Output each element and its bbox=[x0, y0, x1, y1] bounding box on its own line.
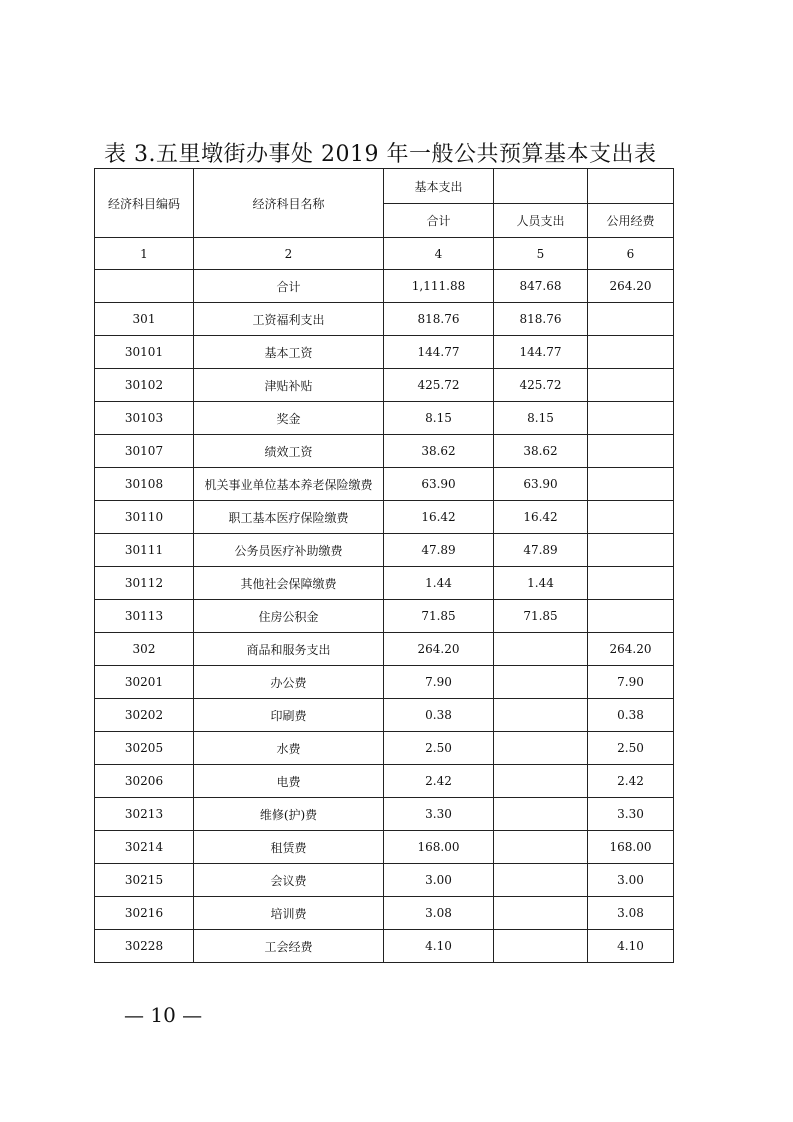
cell-total: 3.30 bbox=[384, 798, 494, 831]
cell-total: 144.77 bbox=[384, 336, 494, 369]
cell-public bbox=[588, 336, 674, 369]
header-basic: 基本支出 bbox=[384, 169, 494, 204]
header-row-1 bbox=[95, 169, 674, 204]
cell-total: 168.00 bbox=[384, 831, 494, 864]
cell-personnel: 144.77 bbox=[494, 336, 588, 369]
cell-code: 30107 bbox=[95, 435, 194, 468]
cell-public bbox=[588, 369, 674, 402]
cell-public bbox=[588, 501, 674, 534]
index-cell: 2 bbox=[194, 238, 384, 270]
table-row bbox=[95, 633, 674, 666]
cell-total: 71.85 bbox=[384, 600, 494, 633]
cell-personnel: 847.68 bbox=[494, 270, 588, 303]
cell-public: 4.10 bbox=[588, 930, 674, 963]
cell-personnel: 818.76 bbox=[494, 303, 588, 336]
cell-name: 津贴补贴 bbox=[194, 369, 384, 402]
table-row bbox=[95, 765, 674, 798]
cell-code: 30112 bbox=[95, 567, 194, 600]
cell-personnel bbox=[494, 699, 588, 732]
table-row bbox=[95, 501, 674, 534]
cell-personnel: 63.90 bbox=[494, 468, 588, 501]
cell-personnel bbox=[494, 732, 588, 765]
cell-total: 1.44 bbox=[384, 567, 494, 600]
header-blank-1 bbox=[494, 169, 588, 204]
table-row bbox=[95, 468, 674, 501]
table-row bbox=[95, 831, 674, 864]
table-row bbox=[95, 435, 674, 468]
cell-code: 30102 bbox=[95, 369, 194, 402]
cell-public: 264.20 bbox=[588, 633, 674, 666]
cell-code: 30215 bbox=[95, 864, 194, 897]
table-row bbox=[95, 798, 674, 831]
header-personnel: 人员支出 bbox=[494, 204, 588, 238]
table-body bbox=[95, 169, 674, 963]
cell-public: 0.38 bbox=[588, 699, 674, 732]
cell-total: 2.50 bbox=[384, 732, 494, 765]
index-cell: 6 bbox=[588, 238, 674, 270]
page-number: — 10 — bbox=[124, 1003, 203, 1027]
cell-personnel bbox=[494, 864, 588, 897]
cell-public: 3.00 bbox=[588, 864, 674, 897]
table-row bbox=[95, 534, 674, 567]
cell-personnel bbox=[494, 666, 588, 699]
cell-public bbox=[588, 534, 674, 567]
cell-public: 2.42 bbox=[588, 765, 674, 798]
table-row bbox=[95, 600, 674, 633]
cell-public: 168.00 bbox=[588, 831, 674, 864]
cell-personnel bbox=[494, 633, 588, 666]
table-row bbox=[95, 666, 674, 699]
cell-public bbox=[588, 567, 674, 600]
table-row bbox=[95, 930, 674, 963]
header-total: 合计 bbox=[384, 204, 494, 238]
cell-personnel: 425.72 bbox=[494, 369, 588, 402]
cell-name: 工资福利支出 bbox=[194, 303, 384, 336]
cell-personnel bbox=[494, 798, 588, 831]
table-row bbox=[95, 303, 674, 336]
cell-name: 办公费 bbox=[194, 666, 384, 699]
cell-personnel: 71.85 bbox=[494, 600, 588, 633]
table-row bbox=[95, 732, 674, 765]
header-name: 经济科目名称 bbox=[194, 169, 384, 238]
header-code: 经济科目编码 bbox=[95, 169, 194, 238]
cell-code: 30206 bbox=[95, 765, 194, 798]
cell-public: 264.20 bbox=[588, 270, 674, 303]
cell-personnel: 16.42 bbox=[494, 501, 588, 534]
cell-total: 63.90 bbox=[384, 468, 494, 501]
cell-name: 其他社会保障缴费 bbox=[194, 567, 384, 600]
table-row bbox=[95, 897, 674, 930]
header-public: 公用经费 bbox=[588, 204, 674, 238]
cell-name: 机关事业单位基本养老保险缴费 bbox=[194, 468, 384, 501]
cell-total: 1,111.88 bbox=[384, 270, 494, 303]
cell-name: 维修(护)费 bbox=[194, 798, 384, 831]
table-title: 表 3.五里墩街办事处 2019 年一般公共预算基本支出表 bbox=[104, 142, 657, 167]
cell-personnel bbox=[494, 930, 588, 963]
cell-code: 301 bbox=[95, 303, 194, 336]
cell-personnel: 38.62 bbox=[494, 435, 588, 468]
budget-table bbox=[94, 168, 674, 963]
cell-code: 30228 bbox=[95, 930, 194, 963]
cell-name: 基本工资 bbox=[194, 336, 384, 369]
cell-code: 30214 bbox=[95, 831, 194, 864]
index-row bbox=[95, 238, 674, 270]
cell-name: 住房公积金 bbox=[194, 600, 384, 633]
cell-personnel: 1.44 bbox=[494, 567, 588, 600]
cell-name: 租赁费 bbox=[194, 831, 384, 864]
table-row bbox=[95, 699, 674, 732]
cell-public: 7.90 bbox=[588, 666, 674, 699]
cell-name: 奖金 bbox=[194, 402, 384, 435]
cell-total: 2.42 bbox=[384, 765, 494, 798]
cell-total: 425.72 bbox=[384, 369, 494, 402]
cell-total: 16.42 bbox=[384, 501, 494, 534]
cell-total: 3.08 bbox=[384, 897, 494, 930]
table-row bbox=[95, 567, 674, 600]
cell-name: 培训费 bbox=[194, 897, 384, 930]
cell-name: 电费 bbox=[194, 765, 384, 798]
cell-personnel bbox=[494, 765, 588, 798]
cell-public bbox=[588, 600, 674, 633]
cell-name: 绩效工资 bbox=[194, 435, 384, 468]
cell-name: 工会经费 bbox=[194, 930, 384, 963]
cell-name: 印刷费 bbox=[194, 699, 384, 732]
cell-code: 30201 bbox=[95, 666, 194, 699]
cell-name: 水费 bbox=[194, 732, 384, 765]
cell-public: 2.50 bbox=[588, 732, 674, 765]
table-row bbox=[95, 369, 674, 402]
cell-name: 商品和服务支出 bbox=[194, 633, 384, 666]
cell-code: 302 bbox=[95, 633, 194, 666]
index-cell: 1 bbox=[95, 238, 194, 270]
cell-public: 3.08 bbox=[588, 897, 674, 930]
cell-public bbox=[588, 303, 674, 336]
cell-code: 30202 bbox=[95, 699, 194, 732]
cell-total: 38.62 bbox=[384, 435, 494, 468]
cell-total: 7.90 bbox=[384, 666, 494, 699]
cell-personnel: 8.15 bbox=[494, 402, 588, 435]
cell-code: 30216 bbox=[95, 897, 194, 930]
cell-name: 合计 bbox=[194, 270, 384, 303]
cell-code: 30103 bbox=[95, 402, 194, 435]
cell-personnel: 47.89 bbox=[494, 534, 588, 567]
cell-total: 0.38 bbox=[384, 699, 494, 732]
cell-name: 公务员医疗补助缴费 bbox=[194, 534, 384, 567]
cell-total: 3.00 bbox=[384, 864, 494, 897]
cell-code: 30205 bbox=[95, 732, 194, 765]
index-cell: 5 bbox=[494, 238, 588, 270]
cell-public bbox=[588, 435, 674, 468]
cell-public bbox=[588, 468, 674, 501]
table-row bbox=[95, 402, 674, 435]
cell-code: 30110 bbox=[95, 501, 194, 534]
cell-name: 会议费 bbox=[194, 864, 384, 897]
cell-total: 4.10 bbox=[384, 930, 494, 963]
cell-personnel bbox=[494, 897, 588, 930]
cell-code: 30113 bbox=[95, 600, 194, 633]
cell-public: 3.30 bbox=[588, 798, 674, 831]
index-cell: 4 bbox=[384, 238, 494, 270]
cell-total: 47.89 bbox=[384, 534, 494, 567]
cell-total: 818.76 bbox=[384, 303, 494, 336]
table-row bbox=[95, 864, 674, 897]
cell-total: 264.20 bbox=[384, 633, 494, 666]
cell-code: 30213 bbox=[95, 798, 194, 831]
cell-public bbox=[588, 402, 674, 435]
table-row bbox=[95, 336, 674, 369]
table-row bbox=[95, 270, 674, 303]
cell-code bbox=[95, 270, 194, 303]
header-blank-2 bbox=[588, 169, 674, 204]
cell-code: 30108 bbox=[95, 468, 194, 501]
cell-total: 8.15 bbox=[384, 402, 494, 435]
cell-name: 职工基本医疗保险缴费 bbox=[194, 501, 384, 534]
cell-code: 30101 bbox=[95, 336, 194, 369]
cell-personnel bbox=[494, 831, 588, 864]
cell-code: 30111 bbox=[95, 534, 194, 567]
